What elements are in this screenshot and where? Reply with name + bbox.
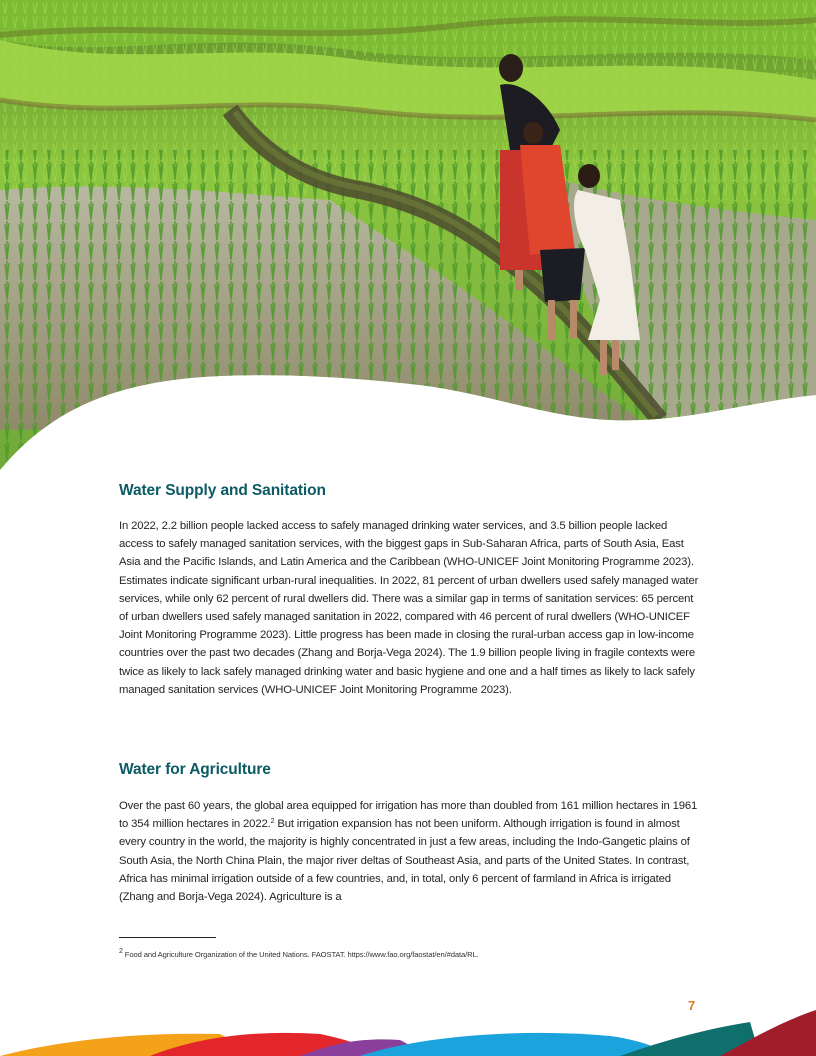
footnote-ref[interactable]: 2 [270, 818, 275, 826]
section-heading: Water Supply and Sanitation [119, 482, 326, 499]
section-agriculture [119, 761, 699, 779]
section-paragraph-container [119, 797, 699, 906]
section-water-supply [119, 482, 699, 500]
decorative-color-band [0, 1000, 816, 1056]
section-paragraph: In 2022, 2.2 billion people lacked access to safely managed drinking water services, and 3.5 billion people lacked access to safely managed sanitation services, with the biggest gaps in Sub-Saharan Africa, parts of South Asia, East Asia and the Pacific Islands, and Latin America and the Caribbean (WHO-UNICEF Joint Monitoring Programme 2023). Estimates indicate significant urban-rural inequalities. In 2022, 81 percent of urban dwellers used safely managed water services, while only 62 percent of rural dwellers did. There was a similar gap in terms of sanitation services: 65 percent of urban dwellers used safely managed sanitation in 2022, compared with 46 percent of rural dwellers (WHO-UNICEF Joint Monitoring Programme 2023). Little progress has been made in closing the rural-urban access gap in low-income countries over the past two decades (Zhang and Borja-Vega 2024). The 1.9 billion people living in fragile contexts were twice as likely to lack safely managed drinking water and basic hygiene and one and a half times as likely to lack safely managed sanitation services (WHO-UNICEF Joint Monitoring Programme 2023). [119, 520, 699, 696]
paragraph-text: Over the past 60 years, the global area equipped for irrigation has more than doubled from 161 million hectares in 1961 to 354 million hectares in 2022. [119, 800, 698, 831]
hero-photo [0, 0, 816, 480]
footnote-divider [119, 937, 216, 938]
footnote [119, 950, 479, 959]
section-paragraph [119, 797, 699, 906]
section-paragraph-container [119, 517, 699, 699]
page-number: 7 [688, 998, 696, 1013]
footnote-text: Food and Agriculture Organization of the United Nations. FAOSTAT. https://www.fao.org/faostat/en/#data/RL. [122, 950, 479, 959]
footnote-number: 2 [119, 948, 123, 955]
paragraph-text: But irrigation expansion has not been uniform. Although irrigation is found in almost every country in the world, the majority is highly concentrated in just a few areas, including the Indo-Gangetic plains of South Asia, the North China Plain, the major river deltas of Southeast Asia, and parts of the United States. In contrast, Africa has minimal irrigation outside of a few countries, and, in total, only 6 percent of farmland in Africa is irrigated (Zhang and Borja-Vega 2024). Agriculture is a [119, 818, 690, 904]
section-heading: Water for Agriculture [119, 761, 271, 778]
